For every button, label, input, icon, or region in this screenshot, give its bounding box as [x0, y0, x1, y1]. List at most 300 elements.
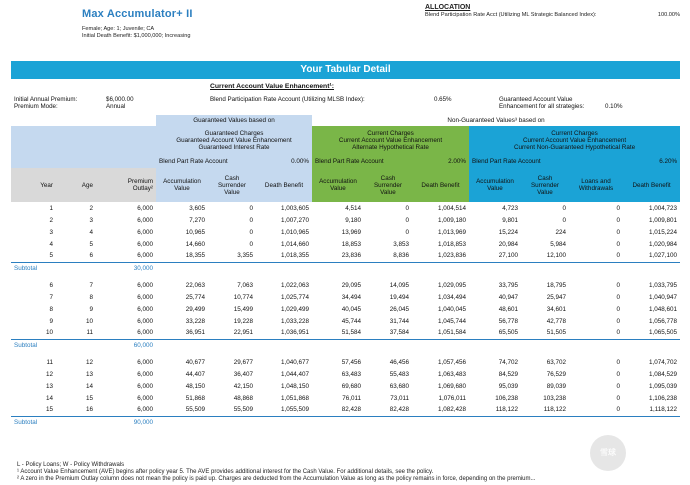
table-cell: 1,065,505 [649, 329, 678, 337]
table-cell: 15 [85, 394, 93, 402]
table-cell: 34,494 [341, 293, 361, 301]
table-cell: 1,015,224 [649, 228, 678, 236]
cave-title: Current Account Value Enhancement¹: [210, 83, 334, 90]
allocation-title: ALLOCATION [425, 4, 471, 11]
table-cell: 13 [85, 370, 93, 378]
table-cell: 18,795 [546, 281, 566, 289]
guaranteed-enhancement-label-1: Guaranteed Account Value [499, 96, 573, 103]
table-cell: 18,355 [185, 252, 205, 260]
col-line: Value [487, 185, 503, 192]
table-cell: 95,039 [498, 382, 518, 390]
table-cell: 20,984 [498, 240, 518, 248]
tabular-detail-banner: Your Tabular Detail [11, 61, 680, 79]
table-cell: 10,774 [233, 293, 253, 301]
table-cell: 1,009,801 [649, 216, 678, 224]
col-line: Surrender [373, 181, 402, 189]
guaranteed-enhancement-value: 0.10% [605, 103, 623, 110]
table-cell: 0 [249, 240, 253, 248]
table-row [11, 279, 680, 291]
table-cell: 1,034,494 [437, 293, 466, 301]
table-cell: 12 [85, 358, 93, 366]
table-cell: 55,483 [389, 370, 409, 378]
table-cell: 9 [49, 317, 53, 325]
col-line: Value [224, 188, 240, 196]
table-cell: 1,048,150 [280, 382, 309, 390]
table-cell: 0 [616, 281, 620, 289]
table-cell: 1,003,605 [280, 204, 309, 212]
table-cell: 7 [49, 293, 53, 301]
blend-rate-value: 0.65% [434, 96, 452, 103]
initial-premium-label: Initial Annual Premium: [14, 96, 78, 103]
table-cell: 1,045,744 [437, 317, 466, 325]
table-cell: 1 [49, 204, 53, 212]
table-cell: 31,744 [389, 317, 409, 325]
table-cell: 0 [616, 406, 620, 414]
table-cell: 0 [562, 204, 566, 212]
table-cell: 11 [86, 329, 93, 337]
table-cell: 5 [89, 240, 93, 248]
table-cell: 76,011 [342, 394, 361, 402]
table-cell: 0 [616, 293, 620, 301]
table-cell: 0 [616, 370, 620, 378]
table-cell: 13,969 [341, 228, 361, 236]
table-cell: 1,018,853 [437, 240, 466, 248]
table-cell: 25,774 [185, 293, 205, 301]
table-cell: 1,022,063 [280, 281, 309, 289]
table-cell: 1,051,868 [280, 394, 309, 402]
table-cell: 3 [89, 216, 93, 224]
table-cell: 1,048,601 [649, 305, 678, 313]
current-rate-label: Blend Part Rate Account [469, 155, 623, 168]
table-cell: 1,056,778 [649, 317, 678, 325]
alternate-rate-value: 2.00% [412, 155, 469, 168]
table-cell: 8,836 [393, 252, 409, 260]
guaranteed-scenario-line: Guaranteed Account Value Enhancement [176, 137, 292, 144]
table-cell: 7,063 [237, 281, 253, 289]
table-cell: 103,238 [543, 394, 566, 402]
table-cell: 51,584 [341, 329, 361, 337]
current-rate-value: 6.20% [623, 155, 680, 168]
table-cell: 48,868 [233, 394, 253, 402]
subtotal-row [11, 339, 680, 352]
guaranteed-rate-value: 0.00% [256, 155, 312, 168]
table-cell: 48,150 [185, 382, 205, 390]
table-cell: 29,499 [185, 305, 205, 313]
table-cell: 0 [249, 216, 253, 224]
alternate-scenario-line: Current Charges [367, 130, 414, 137]
table-cell: 1,063,483 [437, 370, 466, 378]
table-cell: 73,011 [390, 394, 409, 402]
table-cell: 89,039 [546, 382, 566, 390]
current-scenario [469, 126, 680, 155]
col-age: Age [56, 168, 96, 202]
table-cell: 42,150 [233, 382, 253, 390]
table-row [11, 202, 680, 214]
table-row [11, 291, 680, 303]
non-guaranteed-band: Non-Guaranteed Values³ based on [312, 115, 680, 126]
allocation-value: 100.00% [657, 12, 680, 18]
guaranteed-rate-label: Blend Part Rate Account [156, 155, 256, 168]
table-cell: 8 [89, 293, 93, 301]
table-cell: 8 [49, 305, 53, 313]
table-cell: 0 [616, 240, 620, 248]
guaranteed-scenario [156, 126, 312, 155]
table-cell: 6,000 [137, 305, 153, 313]
table-cell: 0 [616, 204, 620, 212]
table-cell: 1,009,180 [437, 216, 466, 224]
table-cell: 1,118,122 [649, 406, 678, 414]
blend-rate-label: Blend Participation Rate Account (Utilizing MLSB Index): [210, 96, 365, 103]
subtotal-premium: 90,000 [96, 416, 156, 429]
table-cell: 55,509 [185, 406, 205, 414]
premium-info [14, 96, 77, 110]
col-line: Value [330, 185, 346, 192]
footnote-legend: L - Policy Loans; W - Policy Withdrawals [17, 462, 125, 468]
table-cell: 0 [616, 252, 620, 260]
table-cell: 0 [405, 204, 409, 212]
table-cell: 82,428 [341, 406, 361, 414]
table-cell: 76,529 [546, 370, 566, 378]
table-cell: 1,095,039 [649, 382, 678, 390]
table-cell: 33,795 [498, 281, 518, 289]
subtotal-row [11, 416, 680, 429]
table-cell: 23,836 [341, 252, 361, 260]
col-line: Accumulation [476, 178, 514, 185]
table-cell: 10 [45, 329, 53, 337]
table-cell: 4,723 [502, 204, 518, 212]
alternate-scenario-line: Current Account Value Enhancement [338, 137, 443, 144]
table-cell: 25,947 [546, 293, 566, 301]
table-cell: 6,000 [137, 252, 153, 260]
alternate-rate-label: Blend Part Rate Account [312, 155, 412, 168]
table-cell: 42,778 [546, 317, 566, 325]
col-line: Surrender [530, 181, 559, 189]
current-scenario-line: Current Non-Guaranteed Hypothetical Rate [513, 144, 636, 151]
allocation-label: Blend Participation Rate Acct (Utilizing ML Strategic Balanced Index): [425, 12, 597, 18]
table-cell: 1,082,428 [437, 406, 466, 414]
product-title: Max Accumulator+ II [82, 8, 193, 20]
table-cell: 65,505 [498, 329, 518, 337]
table-cell: 6,000 [137, 317, 153, 325]
table-cell: 6,000 [137, 228, 153, 236]
table-cell: 0 [405, 216, 409, 224]
col-c-cash [521, 168, 569, 202]
table-cell: 34,601 [546, 305, 566, 313]
table-cell: 2 [49, 216, 53, 224]
table-cell: 40,947 [498, 293, 518, 301]
table-cell: 0 [405, 228, 409, 236]
table-cell: 46,456 [389, 358, 409, 366]
premium-mode-value: Annual [106, 103, 126, 110]
table-cell: 18,853 [341, 240, 361, 248]
table-cell: 9,180 [345, 216, 361, 224]
table-cell: 1,027,100 [649, 252, 678, 260]
table-cell: 4 [89, 228, 93, 236]
table-row [11, 380, 680, 392]
allocation-block [425, 4, 680, 18]
col-a-cash [364, 168, 412, 202]
table-cell: 9 [89, 305, 93, 313]
subtotal-premium: 30,000 [96, 262, 156, 275]
table-cell: 1,033,228 [280, 317, 309, 325]
table-cell: 106,238 [495, 394, 518, 402]
table-cell: 5 [49, 252, 53, 260]
guaranteed-band: Guaranteed Values based on [156, 115, 312, 126]
insured-info [82, 26, 191, 40]
table-row [11, 214, 680, 226]
table-cell: 6 [49, 281, 53, 289]
footnote-premium: ² A zero in the Premium Outlay column does not mean the policy is paid up. Charges are deducted from the Accumulation Value as long as the policy remains in force, depending on the premium... [17, 476, 536, 482]
col-line: Cash [380, 174, 396, 182]
table-cell: 0 [616, 329, 620, 337]
table-cell: 1,023,836 [437, 252, 466, 260]
table-cell: 1,004,723 [649, 204, 678, 212]
table-cell: 9,801 [502, 216, 518, 224]
table-cell: 15,499 [233, 305, 253, 313]
subtotal-row [11, 262, 680, 275]
footnotes [17, 462, 536, 483]
table-cell: 6,000 [137, 358, 153, 366]
table-row [11, 226, 680, 238]
table-row [11, 315, 680, 327]
table-cell: 6,000 [137, 216, 153, 224]
col-a-death: Death Benefit [412, 168, 469, 202]
table-cell: 27,100 [498, 252, 518, 260]
guaranteed-enhancement-label-2: Enhancement for all strategies: [499, 103, 585, 110]
table-cell: 0 [616, 394, 620, 402]
insured-details: Female; Age: 1; Juvenile; CA [82, 26, 155, 32]
blend-rate-value-wrap [434, 96, 452, 103]
table-cell: 1,040,947 [649, 293, 678, 301]
table-cell: 11 [46, 358, 53, 366]
watermark-logo: 雪球 [590, 435, 626, 471]
table-cell: 0 [616, 358, 620, 366]
col-premium-line: Premium [127, 178, 153, 185]
guaranteed-enhancement [499, 96, 584, 110]
table-cell: 1,020,984 [649, 240, 678, 248]
table-cell: 1,074,702 [649, 358, 678, 366]
table-cell: 6,000 [137, 394, 153, 402]
table-cell: 6,000 [137, 329, 153, 337]
guaranteed-scenario-line: Guaranteed Interest Rate [198, 144, 270, 151]
subtotal-premium: 60,000 [96, 339, 156, 352]
table-cell: 40,045 [341, 305, 361, 313]
col-c-loans [569, 168, 623, 202]
col-c-death: Death Benefit [623, 168, 680, 202]
table-cell: 14,660 [185, 240, 205, 248]
col-line: Cash [537, 174, 553, 182]
guaranteed-enhancement-value-wrap [605, 103, 623, 110]
table-cell: 19,228 [233, 317, 253, 325]
table-cell: 1,084,529 [649, 370, 678, 378]
table-cell: 6,000 [137, 293, 153, 301]
guaranteed-scenario-line: Guaranteed Charges [204, 130, 264, 137]
table-cell: 10 [85, 317, 93, 325]
col-line: Loans and [581, 178, 611, 185]
table-cell: 15,224 [498, 228, 518, 236]
table-cell: 14 [45, 394, 53, 402]
table-cell: 1,040,045 [437, 305, 466, 313]
table-cell: 1,069,680 [437, 382, 466, 390]
table-cell: 4 [49, 240, 53, 248]
table-cell: 6,000 [137, 240, 153, 248]
table-cell: 1,051,584 [437, 329, 466, 337]
table-cell: 0 [616, 317, 620, 325]
table-cell: 19,494 [389, 293, 409, 301]
table-cell: 1,018,355 [280, 252, 309, 260]
table-cell: 63,483 [341, 370, 361, 378]
table-cell: 1,004,514 [437, 204, 466, 212]
col-line: Withdrawals [578, 185, 614, 192]
table-cell: 1,029,499 [280, 305, 309, 313]
table-cell: 51,868 [185, 394, 205, 402]
table-cell: 45,744 [341, 317, 361, 325]
table-row [11, 250, 680, 262]
table-row [11, 368, 680, 380]
col-line: Accumulation [319, 178, 357, 185]
alternate-scenario-line: Alternate Hypothetical Rate [352, 144, 429, 151]
table-cell: 3,853 [393, 240, 409, 248]
table-cell: 0 [616, 305, 620, 313]
table-cell: 3,605 [189, 204, 205, 212]
table-cell: 74,702 [498, 358, 518, 366]
col-line: Value [537, 188, 553, 196]
table-cell: 3,355 [237, 252, 253, 260]
table-cell: 16 [85, 406, 93, 414]
col-g-death: Death Benefit [256, 168, 312, 202]
current-scenario-line: Current Charges [551, 130, 598, 137]
table-cell: 1,010,965 [280, 228, 309, 236]
blend-rate-info [210, 96, 365, 103]
premium-mode-label: Premium Mode: [14, 103, 58, 110]
table-cell: 36,951 [185, 329, 205, 337]
table-cell: 63,702 [546, 358, 566, 366]
table-cell: 13 [45, 382, 53, 390]
initial-death-benefit: Initial Death Benefit: $1,000,000; Increasing [82, 33, 191, 39]
table-row [11, 238, 680, 250]
col-year: Year [11, 168, 56, 202]
table-cell: 14 [85, 382, 93, 390]
initial-premium-value: $6,000.00 [106, 96, 134, 103]
table-cell: 1,057,456 [437, 358, 466, 366]
table-cell: 84,529 [498, 370, 518, 378]
table-cell: 118,122 [495, 406, 518, 414]
col-line: Value [380, 188, 396, 196]
table-cell: 12,100 [546, 252, 566, 260]
table-cell: 0 [249, 228, 253, 236]
table-cell: 6,000 [137, 204, 153, 212]
table-row [11, 392, 680, 404]
table-cell: 1,106,238 [649, 394, 678, 402]
table-cell: 1,076,011 [438, 394, 466, 402]
table-cell: 44,407 [185, 370, 205, 378]
table-cell: 37,584 [389, 329, 409, 337]
col-g-cash [208, 168, 256, 202]
subtotal-label: Subtotal [11, 339, 96, 352]
table-cell: 69,680 [341, 382, 361, 390]
table-cell: 22,951 [233, 329, 253, 337]
col-a-accum [312, 168, 364, 202]
table-cell: 4,514 [345, 204, 361, 212]
table-cell: 15 [45, 406, 53, 414]
table-row [11, 327, 680, 339]
table-cell: 14,095 [389, 281, 409, 289]
table-cell: 1,014,660 [280, 240, 309, 248]
table-cell: 1,033,795 [649, 281, 678, 289]
table-row [11, 356, 680, 368]
table-cell: 29,677 [233, 358, 253, 366]
table-cell: 51,505 [546, 329, 566, 337]
table-cell: 6,000 [137, 370, 153, 378]
table-cell: 1,055,509 [280, 406, 309, 414]
current-scenario-line: Current Account Value Enhancement [522, 137, 627, 144]
table-cell: 6,000 [137, 382, 153, 390]
table-cell: 22,063 [185, 281, 205, 289]
alternate-scenario [312, 126, 469, 155]
col-c-accum [469, 168, 521, 202]
table-cell: 36,407 [233, 370, 253, 378]
table-cell: 0 [616, 382, 620, 390]
table-cell: 57,456 [341, 358, 361, 366]
col-line: Accumulation [163, 178, 201, 185]
col-line: Cash [224, 174, 240, 182]
table-cell: 3 [49, 228, 53, 236]
table-cell: 0 [562, 216, 566, 224]
table-cell: 1,007,270 [280, 216, 309, 224]
table-cell: 7,270 [189, 216, 205, 224]
table-cell: 48,601 [498, 305, 518, 313]
table-cell: 118,122 [543, 406, 566, 414]
table-cell: 224 [555, 228, 566, 236]
table-cell: 82,428 [389, 406, 409, 414]
table-cell: 40,677 [185, 358, 205, 366]
table-cell: 0 [616, 228, 620, 236]
table-row [11, 404, 680, 416]
subtotal-label: Subtotal [11, 262, 96, 275]
col-line: Value [174, 185, 190, 192]
table-cell: 5,984 [550, 240, 566, 248]
column-header-row [11, 168, 680, 202]
table-cell: 1,025,774 [280, 293, 309, 301]
table-cell: 63,680 [389, 382, 409, 390]
illustration-table [11, 115, 680, 429]
table-cell: 0 [616, 216, 620, 224]
table-cell: 1,044,407 [280, 370, 309, 378]
table-cell: 2 [89, 204, 93, 212]
table-cell: 0 [249, 204, 253, 212]
table-cell: 12 [45, 370, 53, 378]
table-cell: 10,965 [185, 228, 205, 236]
footnote-ave: ¹ Account Value Enhancement (AVE) begins after policy year 5. The AVE provides additional interest for the Cash Value. For additional details, see the policy. [17, 469, 434, 475]
subtotal-label: Subtotal [11, 416, 96, 429]
col-premium [96, 168, 156, 202]
table-cell: 1,013,969 [437, 228, 466, 236]
table-cell: 7 [89, 281, 93, 289]
table-cell: 29,095 [341, 281, 361, 289]
table-cell: 55,509 [233, 406, 253, 414]
col-premium-line: Outlay² [132, 185, 153, 192]
table-cell: 6,000 [137, 406, 153, 414]
table-row [11, 303, 680, 315]
table-cell: 1,036,951 [280, 329, 309, 337]
table-cell: 56,778 [498, 317, 518, 325]
col-line: Surrender [217, 181, 246, 189]
table-cell: 1,040,677 [280, 358, 309, 366]
table-cell: 6,000 [137, 281, 153, 289]
table-cell: 33,228 [185, 317, 205, 325]
premium-values [106, 96, 134, 110]
col-g-accum [156, 168, 208, 202]
